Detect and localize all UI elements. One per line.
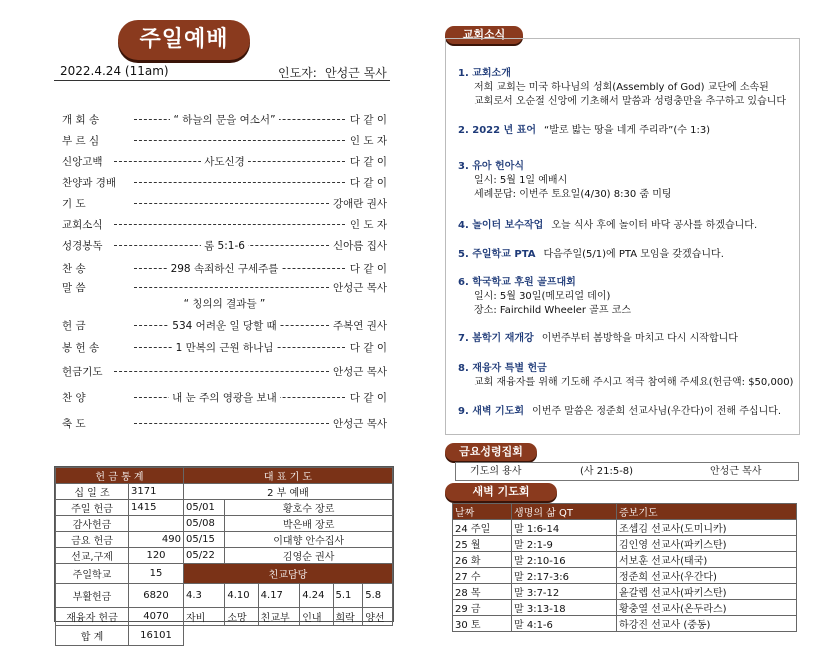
order-person: 안성근 목사 [330, 280, 387, 295]
prayer-date: 05/08 [184, 516, 225, 532]
fellowship-group: 소망 [225, 608, 258, 626]
table-row [453, 552, 797, 568]
friday-box [455, 462, 799, 481]
order-item [62, 296, 387, 311]
order-item-text: 1 만복의 근원 하나님 [173, 342, 277, 354]
offering-value: 4070 [129, 608, 184, 626]
offering-label: 금요 헌금 [56, 532, 129, 548]
order-label: 신앙고백 [62, 154, 106, 169]
fellowship-group: 친교부 [258, 608, 300, 626]
fellowship-title: 친교담당 [184, 564, 393, 584]
news-title: 교회소식 [445, 26, 523, 44]
order-label: 찬양과 경배 [62, 175, 119, 190]
fellowship-date: 5.1 [333, 584, 363, 608]
friday-title: 금요성령집회 [445, 443, 537, 461]
offering-title: 헌 금 통 계 [56, 468, 184, 484]
prayer-name: 김영순 권사 [225, 548, 393, 564]
order-row [62, 280, 387, 296]
order-row [62, 364, 387, 380]
news-item [458, 160, 672, 202]
friday-leader: 안성근 목사 [710, 466, 762, 477]
news-item [458, 124, 710, 138]
dawn-qt: 말 3:7-12 [512, 584, 617, 600]
leader-name: 안성근 목사 [325, 66, 387, 80]
offering-label: 주일학교 [56, 564, 129, 584]
offering-label: 십 일 조 [56, 484, 129, 500]
offering-total: 16101 [129, 626, 184, 646]
dash-leader [134, 203, 329, 204]
news-heading: 4. 놀이터 보수작업 [458, 220, 544, 231]
order-label: 교회소식 [62, 217, 106, 232]
news-line: 교회 재융자를 위해 기도해 주시고 적극 참여해 주세요(헌금액: $50,000) [474, 377, 794, 388]
dawn-missionary: 황충열 선교사(온두라스) [617, 600, 797, 616]
dawn-header: 증보기도 [617, 504, 797, 520]
news-heading: 2. 2022 년 표어 [458, 125, 537, 136]
order-label: 개 회 송 [62, 112, 102, 127]
dawn-table [452, 503, 797, 632]
friday-verse: (사 21:5-8) [580, 466, 634, 477]
news-text: “발로 밟는 땅을 네게 주리라”(수 1:3) [544, 125, 711, 136]
order-person: 다 같 이 [347, 261, 387, 276]
offering-value: 120 [129, 548, 184, 564]
news-text: 이번주부터 봄방학을 마치고 다시 시작합니다 [541, 333, 738, 344]
order-label: 성경봉독 [62, 238, 106, 253]
fellowship-date: 4.10 [225, 584, 258, 608]
offering-label: 선교,구제 [56, 548, 129, 564]
dash-leader [114, 371, 329, 372]
bulletin-title: 주일예배 [118, 20, 250, 60]
order-item-text: 롬 5:1-6 [201, 240, 248, 252]
news-item [458, 362, 793, 390]
dawn-qt: 말 2:1-9 [512, 536, 617, 552]
table-row [453, 600, 797, 616]
order-person: 신아름 집사 [330, 238, 387, 253]
fellowship-group: 자비 [184, 608, 225, 626]
table-row [453, 568, 797, 584]
order-person: 다 같 이 [347, 175, 387, 190]
order-person: 인 도 자 [347, 217, 387, 232]
order-row [62, 416, 387, 432]
order-row [62, 261, 387, 277]
fellowship-date: 5.8 [363, 584, 393, 608]
order-row [62, 296, 387, 312]
order-person: 다 같 이 [347, 154, 387, 169]
dawn-qt: 말 2:10-16 [512, 552, 617, 568]
dawn-missionary: 정준희 선교사(우간다) [617, 568, 797, 584]
news-item [458, 248, 724, 262]
dawn-header: 날짜 [453, 504, 512, 520]
fellowship-date: 4.3 [184, 584, 225, 608]
dawn-missionary: 윤갈렙 선교사(파키스탄) [617, 584, 797, 600]
service-date: 2022.4.24 (11am) [60, 64, 169, 78]
table-row [453, 520, 797, 536]
news-heading: 9. 새벽 기도회 [458, 406, 525, 417]
dawn-missionary: 하강진 선교사 (중동) [617, 616, 797, 632]
stats-table [55, 467, 393, 646]
order-person: 다 같 이 [347, 112, 387, 127]
fellowship-group: 양선 [363, 608, 393, 626]
dawn-missionary: 김인영 선교사(파키스탄) [617, 536, 797, 552]
dawn-day: 26 화 [453, 552, 512, 568]
order-person: 다 같 이 [347, 390, 387, 405]
fellowship-group: 인내 [300, 608, 333, 626]
fellowship-group: 희락 [333, 608, 363, 626]
offering-value: 6820 [129, 584, 184, 608]
order-item-text: 내 눈 주의 영광을 보내 [169, 392, 280, 404]
offering-value: 490 [129, 532, 184, 548]
order-item [62, 154, 387, 169]
prayer-name: 이대향 안수집사 [225, 532, 393, 548]
order-person: 안성근 목사 [330, 416, 387, 431]
offering-label: 합 계 [56, 626, 129, 646]
news-item [458, 332, 738, 346]
news-item [458, 405, 781, 419]
dawn-day: 27 수 [453, 568, 512, 584]
news-box [445, 38, 800, 435]
offering-value: 1415 [129, 500, 184, 516]
dawn-day: 24 주일 [453, 520, 512, 536]
order-person: 인 도 자 [347, 133, 387, 148]
dawn-day: 28 목 [453, 584, 512, 600]
order-item [62, 261, 387, 276]
order-label: 헌 금 [62, 318, 89, 333]
news-heading: 7. 봄학기 재개강 [458, 333, 534, 344]
header-divider [54, 80, 390, 81]
table-row [453, 584, 797, 600]
news-line: 장소: Fairchild Wheeler 골프 코스 [474, 305, 631, 316]
leader-label: 인도자: [278, 66, 317, 80]
offering-label: 부활헌금 [56, 584, 129, 608]
news-heading: 1. 교회소개 [458, 68, 511, 79]
news-text: 다음주일(5/1)에 PTA 모임을 갖겠습니다. [543, 249, 724, 260]
offering-value: 3171 [129, 484, 184, 500]
dawn-qt: 말 4:1-6 [512, 616, 617, 632]
order-label: 부 르 심 [62, 133, 102, 148]
dash-leader [134, 287, 329, 288]
news-line: 교회로서 오순절 신앙에 기초해서 말씀과 성령충만을 추구하고 있습니다 [474, 96, 787, 107]
dawn-missionary: 서보훈 선교사(태국) [617, 552, 797, 568]
offering-label: 재융자 헌금 [56, 608, 129, 626]
order-row [62, 390, 387, 406]
fellowship-date: 4.24 [300, 584, 333, 608]
order-item-text: “ 칭의의 결과들 ” [181, 298, 269, 310]
prayer-name: 박은배 장로 [225, 516, 393, 532]
news-heading: 8. 재융자 특별 헌금 [458, 363, 547, 374]
order-label: 축 도 [62, 416, 89, 431]
order-label: 찬 송 [62, 261, 89, 276]
dawn-day: 25 월 [453, 536, 512, 552]
dawn-missionary: 조셉김 선교사(도미니카) [617, 520, 797, 536]
order-row [62, 154, 387, 170]
dawn-qt: 말 2:17-3:6 [512, 568, 617, 584]
order-row [62, 196, 387, 212]
order-item-text: 사도신경 [201, 156, 248, 168]
prayer-name: 황호수 장로 [225, 500, 393, 516]
dawn-qt: 말 3:13-18 [512, 600, 617, 616]
news-heading: 5. 주일학교 PTA [458, 249, 536, 260]
offering-label: 주일 헌금 [56, 500, 129, 516]
order-item [62, 112, 387, 127]
dash-leader [134, 140, 345, 141]
prayer-title: 대 표 기 도 [184, 468, 393, 484]
order-label: 봉 헌 송 [62, 340, 102, 355]
offering-value: 15 [129, 564, 184, 584]
dash-leader [114, 224, 345, 225]
offering-value [129, 516, 184, 532]
news-line: 일시: 5월 30일(메모리얼 데이) [474, 291, 611, 302]
dawn-qt: 말 1:6-14 [512, 520, 617, 536]
news-item [458, 67, 786, 109]
order-item [62, 390, 387, 405]
order-label: 헌금기도 [62, 364, 106, 379]
dash-leader [134, 423, 329, 424]
prayer-date: 05/01 [184, 500, 225, 516]
news-item [458, 276, 631, 318]
prayer-date: 05/15 [184, 532, 225, 548]
offering-label: 감사헌금 [56, 516, 129, 532]
order-row [62, 217, 387, 233]
order-label: 말 씀 [62, 280, 89, 295]
dawn-day: 29 금 [453, 600, 512, 616]
order-person: 안성근 목사 [330, 364, 387, 379]
order-item-text: 298 속죄하신 구세주를 [168, 263, 282, 275]
dawn-day: 30 토 [453, 616, 512, 632]
order-row [62, 238, 387, 254]
dash-leader [134, 182, 345, 183]
order-item [62, 340, 387, 355]
order-person: 다 같 이 [347, 340, 387, 355]
table-row [453, 536, 797, 552]
order-item-text: “ 하늘의 문을 여소서” [170, 114, 278, 126]
news-line: 저희 교회는 미국 하나님의 성회(Assembly of God) 교단에 소속된 [474, 82, 769, 93]
news-text: 오늘 식사 후에 놀이터 바닥 공사를 하겠습니다. [551, 220, 758, 231]
news-heading: 6. 학국학교 후원 골프대회 [458, 277, 576, 288]
news-line: 일시: 5월 1일 예배시 [474, 175, 568, 186]
order-row [62, 340, 387, 356]
prayer-first: 2 부 예배 [184, 484, 393, 500]
order-label: 찬 양 [62, 390, 89, 405]
order-row [62, 133, 387, 149]
order-row [62, 175, 387, 191]
stats-box [54, 466, 394, 643]
order-person: 강애란 권사 [330, 196, 387, 211]
table-row [453, 616, 797, 632]
prayer-date: 05/22 [184, 548, 225, 564]
dawn-header: 생명의 삶 QT [512, 504, 617, 520]
news-item [458, 219, 757, 233]
order-item-text: 534 어려운 일 당할 때 [169, 320, 279, 332]
news-text: 이번주 말씀은 정준희 선교사님(우간다)이 전해 주십니다. [532, 406, 782, 417]
news-heading: 3. 유아 헌아식 [458, 161, 525, 172]
order-label: 기 도 [62, 196, 89, 211]
fellowship-date: 4.17 [258, 584, 300, 608]
empty-cell [184, 626, 393, 646]
news-line: 세례문답: 이번주 토요일(4/30) 8:30 줌 미팅 [474, 189, 672, 200]
order-row [62, 112, 387, 128]
dawn-title: 새벽 기도회 [445, 483, 557, 501]
order-person: 주복연 권사 [330, 318, 387, 333]
order-row [62, 318, 387, 334]
friday-label: 기도의 용사 [470, 466, 522, 477]
